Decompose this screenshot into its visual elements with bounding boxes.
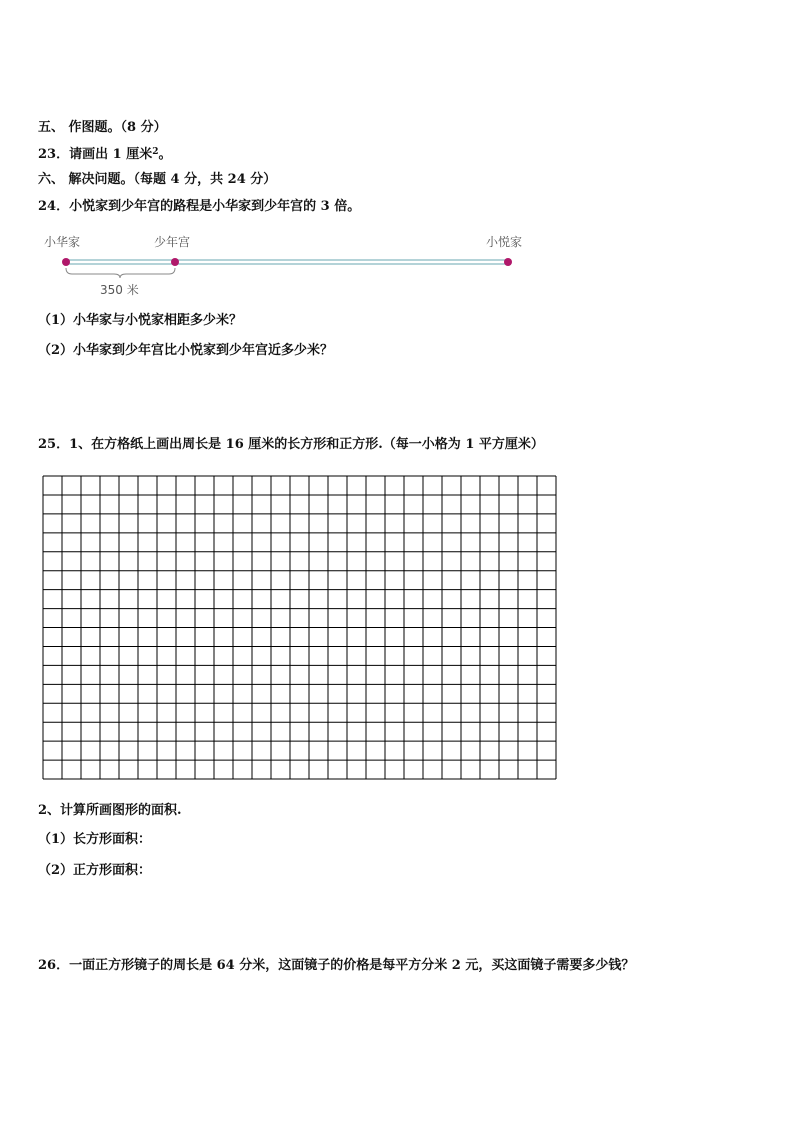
question-24-sub-2: （2）小华家到少年宫比小悦家到少年宫近多少米？: [38, 343, 334, 358]
grid-lines: [42, 475, 558, 781]
question-25: 25．1、在方格纸上画出周长是 16 厘米的长方形和正方形.（每一小格为 1 平方厘米）: [38, 437, 544, 452]
diagram-label-shaoniangong: 少年宫: [154, 235, 191, 249]
section-six-heading: 六、 解决问题。（每题 4 分，共 24 分）: [38, 172, 277, 187]
diagram-label-xiaoyue: 小悦家: [486, 235, 523, 249]
question-24-sub-1: （1）小华家与小悦家相距多少米？: [38, 313, 243, 328]
section-five-heading: 五、 作图题。（8 分）: [38, 120, 167, 135]
diagram-brace: [66, 268, 175, 278]
diagram-dot-xiaohua: [62, 258, 70, 266]
square-grid-paper: [42, 475, 558, 785]
diagram-dot-xiaoyue: [504, 258, 512, 266]
diagram-distance-label: 350 米: [100, 283, 139, 297]
question-25-sub-2: （2）正方形面积：: [38, 863, 152, 878]
diagram-label-xiaohua: 小华家: [44, 235, 81, 249]
question-23-superscript: 2: [152, 147, 159, 157]
distance-line-diagram: [38, 232, 538, 302]
question-24: 24．小悦家到少年宫的路程是小华家到少年宫的 3 倍。: [38, 199, 361, 214]
diagram-dot-shaoniangong: [171, 258, 179, 266]
question-23-text: 23．请画出 1 厘米: [38, 147, 153, 162]
question-26: 26．一面正方形镜子的周长是 64 分米，这面镜子的价格是每平方分米 2 元，买这面镜子需要多少钱？: [38, 958, 635, 973]
question-25-sub-1: （1）长方形面积：: [38, 832, 152, 847]
question-23: [38, 147, 171, 163]
question-23-tail: 。: [158, 147, 172, 162]
question-25-part-2: 2、计算所画图形的面积.: [38, 803, 182, 818]
